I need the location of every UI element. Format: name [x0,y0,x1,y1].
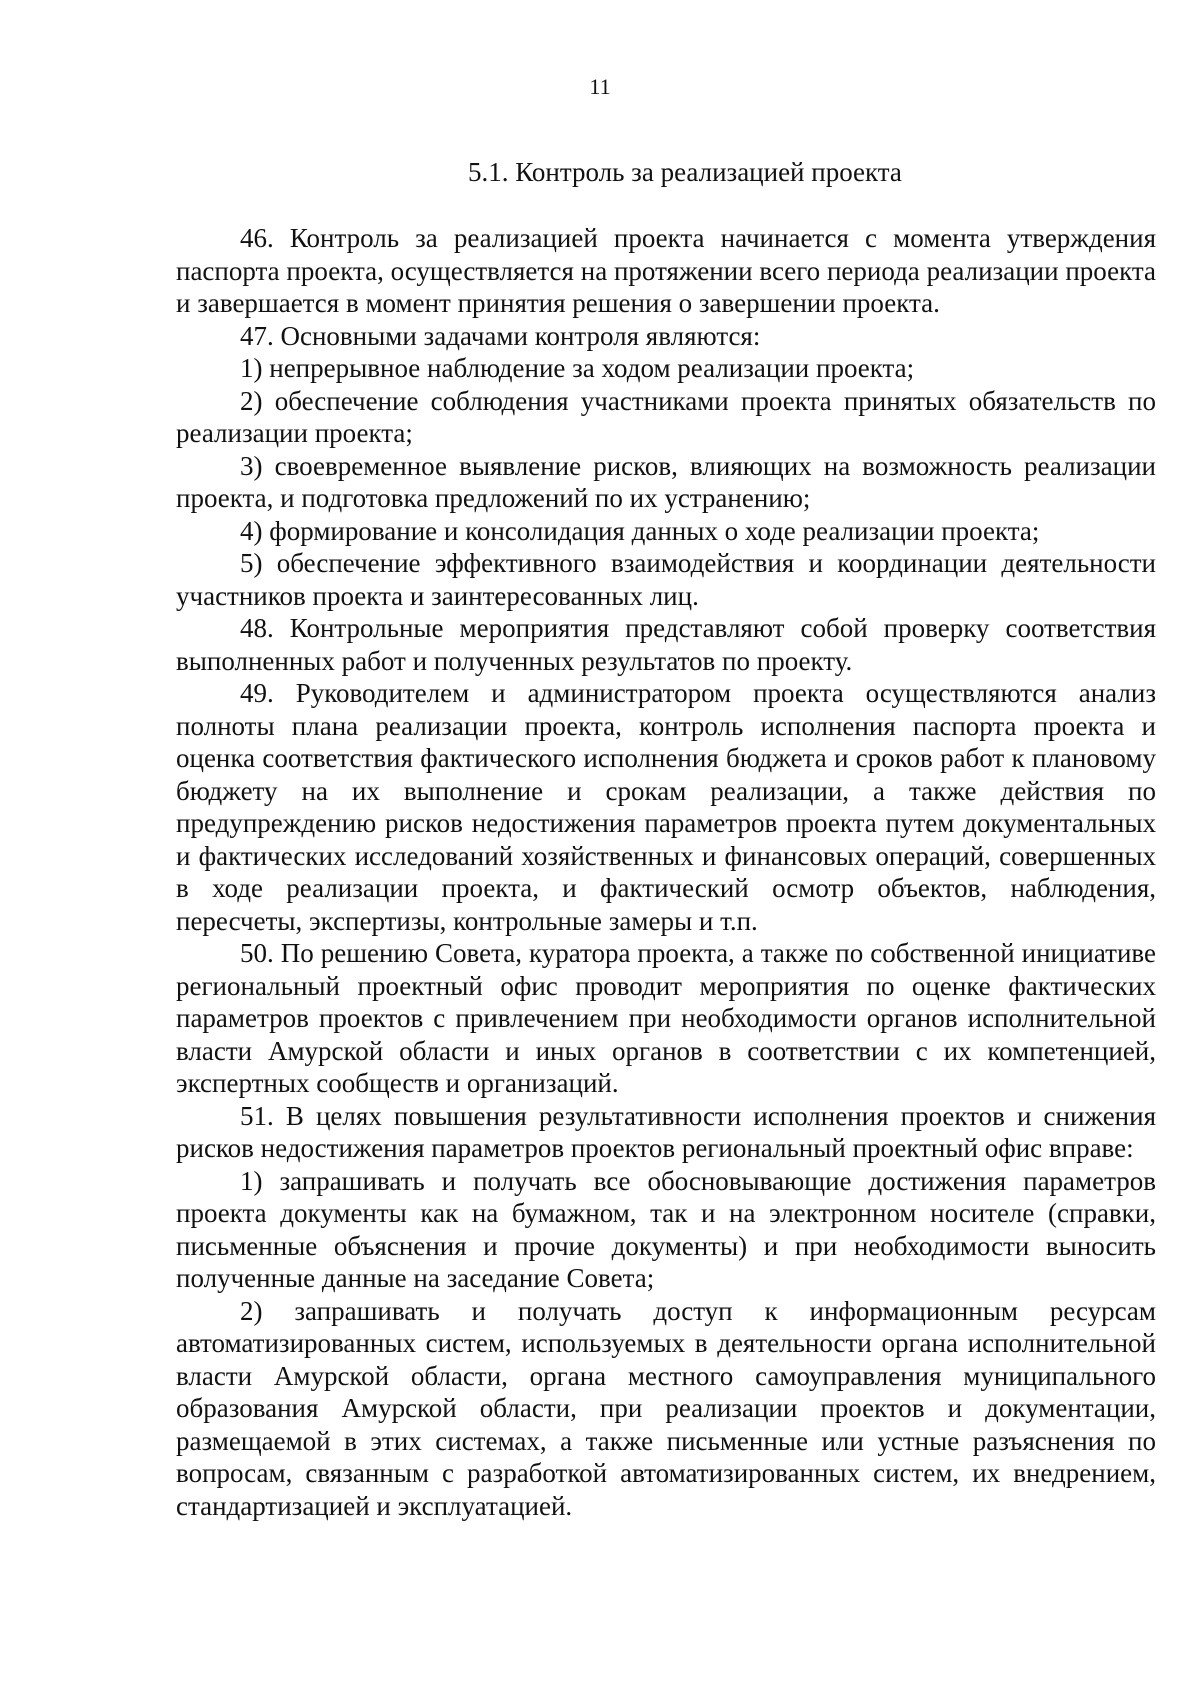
section-title: 5.1. Контроль за реализацией проекта [468,157,902,187]
list-item-47-3: 3) своевременное выявление рисков, влияющих на возможность реализации проекта, и подготовка предложений по их устранению; [176,450,1156,513]
list-item-47-5: 5) обеспечение эффективного взаимодействия и координации деятельности участников проекта и заинтересованных лиц. [176,548,1156,611]
list-item-47-4: 4) формирование и консолидация данных о ходе реализации проекта; [240,515,1040,546]
paragraph-51: 51. В целях повышения результативности исполнения проектов и снижения рисков недостижения параметров проектов региональный проектный офис вправе: [176,1100,1156,1163]
list-item-51-1: 1) запрашивать и получать все обосновывающие достижения параметров проекта документы как на бумажном, так и на электронном носителе (справки, письменные объяснения и прочие документы) и при необходимости выносить полученные данные на заседание Совета; [176,1165,1156,1293]
list-item-47-1: 1) непрерывное наблюдение за ходом реализации проекта; [240,353,915,383]
paragraph-46: 46. Контроль за реализацией проекта начинается с момента утверждения паспорта проекта, осуществляется на протяжении всего периода реализации проекта и завершается в момент принятия решения о завершении проекта. [176,223,1156,318]
page-number: 11 [589,74,611,99]
paragraph-49: 49. Руководителем и администратором проекта осуществляются анализ полноты плана реализации проекта, контроль исполнения паспорта проекта и оценка соответствия фактического исполнения бюджета и сроков работ к плановому бюджету на их выполнение и срокам реализации, а также действия по предупреждению рисков недостижения параметров проекта путем документальных и фактических исследований хозяйственных и финансовых операций, совершенных в ходе реализации проекта, и фактический осмотр объектов, наблюдения, пересчеты, экспертизы, контрольные замеры и т.п. [176,678,1156,936]
body-text [176,222,1156,1522]
paragraph-47: 47. Основными задачами контроля являются: [240,320,761,351]
list-item-47-2: 2) обеспечение соблюдения участниками проекта принятых обязательств по реализации проекта; [176,385,1156,448]
paragraph-50: 50. По решению Совета, куратора проекта, а также по собственной инициативе региональный проектный офис проводит мероприятия по оценке фактических параметров проектов с привлечением при необходимости органов исполнительной власти Амурской области и иных органов в соответствии с их компетенцией, экспертных сообществ и организаций. [176,938,1156,1098]
paragraph-48: 48. Контрольные мероприятия представляют собой проверку соответствия выполненных работ и полученных результатов по проекту. [176,613,1156,676]
list-item-51-2: 2) запрашивать и получать доступ к информационным ресурсам автоматизированных систем, используемых в деятельности органа исполнительной власти Амурской области, органа местного самоуправления муниципального образования Амурской области, при реализации проектов и документации, размещаемой в этих системах, а также письменные или устные разъяснения по вопросам, связанным с разработкой автоматизированных систем, их внедрением, стандартизацией и эксплуатацией. [176,1295,1156,1521]
